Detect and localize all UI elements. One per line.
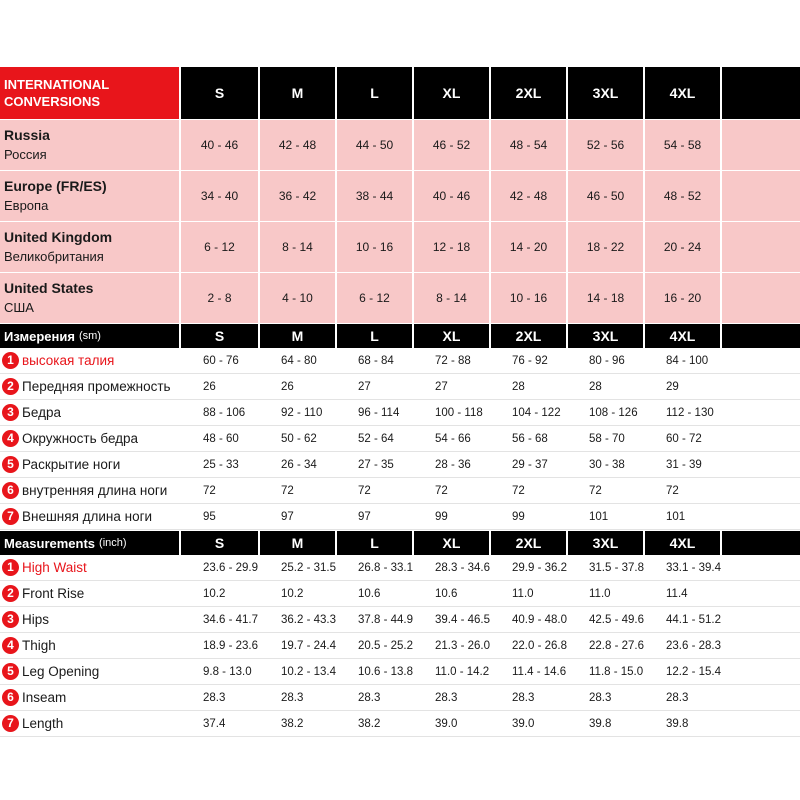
measurement-value: 22.0 - 26.8 [512,639,567,652]
conversion-value: 44 - 50 [337,120,414,170]
country-name-ru: Россия [4,147,47,162]
measurements-ru-header-spacer [722,324,800,348]
measurement-value: 64 - 80 [281,354,317,367]
measurement-spacer [722,555,800,580]
country-name: Europe (FR/ES) [4,178,107,194]
conversion-value: 48 - 54 [491,120,568,170]
measurement-value: 30 - 38 [589,458,625,471]
measurement-spacer [722,478,800,503]
measurement-value: 23.6 - 29.9 [203,561,258,574]
measurement-value: 29.9 - 36.2 [512,561,567,574]
conversion-header-size-0: S [181,67,260,119]
measurement-value: 108 - 126 [589,406,638,419]
conversion-value: 10 - 16 [491,273,568,323]
country-name: Russia [4,127,50,143]
measurement-label: Раскрытие ноги [22,457,121,472]
measurement-row [0,607,800,633]
measurement-value: 48 - 60 [203,432,239,445]
country-name-ru: Великобритания [4,249,104,264]
measurement-value: 60 - 72 [666,432,702,445]
measurements-en-header-size-1: M [260,531,337,555]
measurements-en-header-size-2: L [337,531,414,555]
measurements-ru-header-size-0: S [181,324,260,348]
number-badge-icon: 1 [2,559,19,576]
measurement-value: 10.2 [203,587,226,600]
measurement-label: высокая талия [22,353,115,368]
measurement-value: 72 [589,484,602,497]
measurement-row [0,659,800,685]
measurement-spacer [722,581,800,606]
measurement-value: 12.2 - 15.4 [666,665,721,678]
measurements-en-header-size-6: 4XL [645,531,722,555]
number-badge-icon: 7 [2,508,19,525]
measurement-value: 22.8 - 27.6 [589,639,644,652]
measurement-label: Hips [22,612,50,627]
measurement-value: 60 - 76 [203,354,239,367]
country-name: United Kingdom [4,229,113,245]
measurement-label-cell [0,478,181,503]
measurement-row [0,348,800,374]
measurement-value: 39.8 [589,717,612,730]
measurement-row [0,711,800,737]
measurements-en-header-size-0: S [181,531,260,555]
number-badge-icon: 6 [2,689,19,706]
measurement-value: 10.2 - 13.4 [281,665,336,678]
measurement-label: Окружность бедра [22,431,139,446]
measurement-value: 100 - 118 [435,406,483,419]
measurements-ru-header [0,323,800,348]
measurement-row [0,555,800,581]
measurement-value: 19.7 - 24.4 [281,639,336,652]
measurement-value: 10.6 - 13.8 [358,665,413,678]
measurement-label: Front Rise [22,586,85,601]
measurement-value: 28.3 [358,691,381,704]
conversion-header [0,67,800,119]
measurement-value: 11.0 - 14.2 [435,665,490,678]
measurements-en-header-size-4: 2XL [491,531,568,555]
conversion-value: 6 - 12 [337,273,414,323]
measurement-row [0,374,800,400]
measurement-value: 34.6 - 41.7 [203,613,258,626]
measurement-label: Length [22,716,64,731]
measurement-label-cell [0,348,181,373]
conversion-value: 10 - 16 [337,222,414,272]
measurements-en-unit: (inch) [99,537,127,549]
number-badge-icon: 5 [2,456,19,473]
measurement-value: 25 - 33 [203,458,239,471]
conversion-header-size-6: 4XL [645,67,722,119]
measurement-value: 23.6 - 28.3 [666,639,721,652]
measurement-value: 99 [435,510,448,523]
measurement-spacer [722,348,800,373]
measurement-value: 11.4 - 14.6 [512,665,567,678]
measurement-value: 37.8 - 44.9 [358,613,413,626]
number-badge-icon: 1 [2,352,19,369]
measurement-label: Передняя промежность [22,379,171,394]
country-name-ru: США [4,300,34,315]
measurement-value: 31 - 39 [666,458,702,471]
measurement-row [0,581,800,607]
country-cell [0,120,181,170]
measurement-row [0,685,800,711]
measurement-value: 95 [203,510,216,523]
measurement-value: 84 - 100 [666,354,709,367]
number-badge-icon: 4 [2,430,19,447]
measurement-value: 58 - 70 [589,432,625,445]
measurement-value: 44.1 - 51.2 [666,613,721,626]
measurement-spacer [722,659,800,684]
measurement-value: 11.0 [512,587,534,600]
measurement-value: 40.9 - 48.0 [512,613,567,626]
measurement-value: 29 - 37 [512,458,548,471]
conversion-value: 2 - 8 [181,273,260,323]
conversion-header-size-4: 2XL [491,67,568,119]
measurement-row [0,633,800,659]
measurement-label-cell [0,711,181,736]
measurement-value: 28.3 - 34.6 [435,561,490,574]
measurement-label-cell [0,607,181,632]
measurement-value: 11.0 [589,587,611,600]
measurements-en-title-cell [0,531,181,555]
measurement-value: 26 - 34 [281,458,317,471]
measurements-ru-header-size-2: L [337,324,414,348]
conversion-header-size-3: XL [414,67,491,119]
measurement-value: 28.3 [589,691,612,704]
conversion-value: 4 - 10 [260,273,337,323]
measurement-row [0,478,800,504]
conversion-header-size-5: 3XL [568,67,645,119]
measurement-value: 28 [589,380,602,393]
measurement-value: 28 [512,380,525,393]
conversion-value: 8 - 14 [414,273,491,323]
measurement-value: 10.6 [358,587,381,600]
measurement-label-cell [0,659,181,684]
measurement-value: 104 - 122 [512,406,561,419]
measurement-value: 101 [666,510,686,523]
measurement-value: 27 [358,380,371,393]
country-cell [0,222,181,272]
measurement-value: 28.3 [435,691,458,704]
measurement-value: 39.4 - 46.5 [435,613,490,626]
measurement-value: 97 [358,510,371,523]
measurement-value: 39.0 [435,717,458,730]
measurement-value: 76 - 92 [512,354,548,367]
measurement-value: 29 [666,380,679,393]
measurement-value: 11.8 - 15.0 [589,665,644,678]
measurement-value: 50 - 62 [281,432,317,445]
measurement-spacer [722,374,800,399]
country-cell [0,171,181,221]
measurement-value: 72 [512,484,525,497]
measurement-value: 28.3 [512,691,535,704]
measurement-spacer [722,685,800,710]
number-badge-icon: 2 [2,378,19,395]
number-badge-icon: 3 [2,404,19,421]
measurement-value: 28.3 [281,691,304,704]
measurements-en-header-spacer [722,531,800,555]
measurements-ru-title-cell [0,324,181,348]
conversion-spacer [722,120,800,170]
measurement-value: 42.5 - 49.6 [589,613,644,626]
measurement-spacer [722,504,800,529]
conversion-value: 20 - 24 [645,222,722,272]
measurement-label-cell [0,374,181,399]
measurement-value: 80 - 96 [589,354,625,367]
measurement-value: 72 - 88 [435,354,471,367]
measurement-value: 27 - 35 [358,458,394,471]
conversion-value: 42 - 48 [491,171,568,221]
measurements-ru-header-size-6: 4XL [645,324,722,348]
conversion-value: 14 - 18 [568,273,645,323]
measurement-value: 28 - 36 [435,458,471,471]
conversion-header-size-2: L [337,67,414,119]
measurement-label: Бедра [22,405,61,420]
measurement-value: 25.2 - 31.5 [281,561,336,574]
measurement-label: Leg Opening [22,664,100,679]
conversion-value: 34 - 40 [181,171,260,221]
measurement-value: 27 [435,380,448,393]
measurement-spacer [722,633,800,658]
measurement-label-cell [0,555,181,580]
measurement-spacer [722,711,800,736]
measurement-value: 36.2 - 43.3 [281,613,336,626]
measurements-ru-header-size-4: 2XL [491,324,568,348]
conversion-value: 48 - 52 [645,171,722,221]
country-cell [0,273,181,323]
measurement-label-cell [0,581,181,606]
measurement-value: 21.3 - 26.0 [435,639,490,652]
conversion-value: 38 - 44 [337,171,414,221]
measurement-value: 99 [512,510,525,523]
measurement-value: 37.4 [203,717,226,730]
conversion-value: 12 - 18 [414,222,491,272]
measurement-label: Внешняя длина ноги [22,509,153,524]
measurement-label-cell [0,426,181,451]
measurement-row [0,426,800,452]
measurement-value: 56 - 68 [512,432,548,445]
conversion-value: 40 - 46 [414,171,491,221]
conversion-value: 36 - 42 [260,171,337,221]
measurement-value: 20.5 - 25.2 [358,639,413,652]
measurement-value: 72 [281,484,294,497]
conversion-value: 8 - 14 [260,222,337,272]
measurement-value: 38.2 [358,717,381,730]
measurement-value: 33.1 - 39.4 [666,561,721,574]
conversion-value: 46 - 52 [414,120,491,170]
conversion-value: 54 - 58 [645,120,722,170]
measurement-label-cell [0,452,181,477]
measurement-value: 72 [358,484,371,497]
measurement-value: 39.8 [666,717,689,730]
measurement-value: 112 - 130 [666,406,714,419]
measurement-value: 9.8 - 13.0 [203,665,252,678]
measurement-spacer [722,607,800,632]
measurement-value: 97 [281,510,294,523]
measurement-label-cell [0,400,181,425]
number-badge-icon: 4 [2,637,19,654]
conversion-row [0,119,800,170]
measurements-ru-unit: (sm) [78,330,101,342]
measurement-value: 92 - 110 [281,406,323,419]
number-badge-icon: 3 [2,611,19,628]
conversion-value: 40 - 46 [181,120,260,170]
measurement-value: 72 [203,484,216,497]
measurement-spacer [722,426,800,451]
measurements-ru-header-size-5: 3XL [568,324,645,348]
measurement-value: 54 - 66 [435,432,471,445]
measurements-ru-header-size-3: XL [414,324,491,348]
country-name-ru: Европа [4,198,49,213]
measurement-value: 96 - 114 [358,406,400,419]
measurement-label-cell [0,633,181,658]
measurement-label: внутренняя длина ноги [22,483,168,498]
measurement-value: 72 [435,484,448,497]
measurement-value: 38.2 [281,717,304,730]
measurements-ru-title: Измерения [4,328,75,344]
conversion-value: 46 - 50 [568,171,645,221]
conversion-spacer [722,222,800,272]
country-name: United States [4,280,94,296]
measurement-value: 10.6 [435,587,458,600]
conversion-spacer [722,273,800,323]
measurements-en-title: Measurements [4,535,96,551]
measurement-value: 72 [666,484,679,497]
measurement-label: Inseam [22,690,67,705]
conversion-value: 14 - 20 [491,222,568,272]
measurements-ru-header-size-1: M [260,324,337,348]
measurement-spacer [722,452,800,477]
conversion-value: 52 - 56 [568,120,645,170]
measurement-value: 39.0 [512,717,535,730]
measurement-value: 101 [589,510,609,523]
conversion-spacer [722,171,800,221]
measurements-en-header-size-5: 3XL [568,531,645,555]
conversion-value: 6 - 12 [181,222,260,272]
size-chart [0,67,800,737]
measurement-row [0,452,800,478]
measurement-label: Thigh [22,638,56,653]
measurement-value: 28.3 [666,691,689,704]
conversion-row [0,170,800,221]
conversion-header-size-1: M [260,67,337,119]
measurement-value: 26 [281,380,294,393]
measurement-value: 10.2 [281,587,304,600]
measurement-value: 52 - 64 [358,432,394,445]
measurement-value: 28.3 [203,691,226,704]
measurement-value: 31.5 - 37.8 [589,561,644,574]
conversion-row [0,221,800,272]
conversion-value: 42 - 48 [260,120,337,170]
measurement-value: 26.8 - 33.1 [358,561,413,574]
measurement-label-cell [0,504,181,529]
measurement-label-cell [0,685,181,710]
measurement-value: 26 [203,380,216,393]
conversion-title: INTERNATIONAL CONVERSIONS [0,67,181,119]
conversion-value: 16 - 20 [645,273,722,323]
measurement-spacer [722,400,800,425]
number-badge-icon: 2 [2,585,19,602]
measurements-en-header [0,530,800,555]
number-badge-icon: 6 [2,482,19,499]
measurements-en-header-size-3: XL [414,531,491,555]
number-badge-icon: 7 [2,715,19,732]
measurement-label: High Waist [22,560,87,575]
measurement-value: 18.9 - 23.6 [203,639,258,652]
measurement-value: 68 - 84 [358,354,394,367]
measurement-value: 11.4 [666,587,688,600]
measurement-row [0,504,800,530]
measurement-value: 88 - 106 [203,406,246,419]
conversion-header-spacer [722,67,800,119]
conversion-value: 18 - 22 [568,222,645,272]
number-badge-icon: 5 [2,663,19,680]
measurement-row [0,400,800,426]
conversion-row [0,272,800,323]
